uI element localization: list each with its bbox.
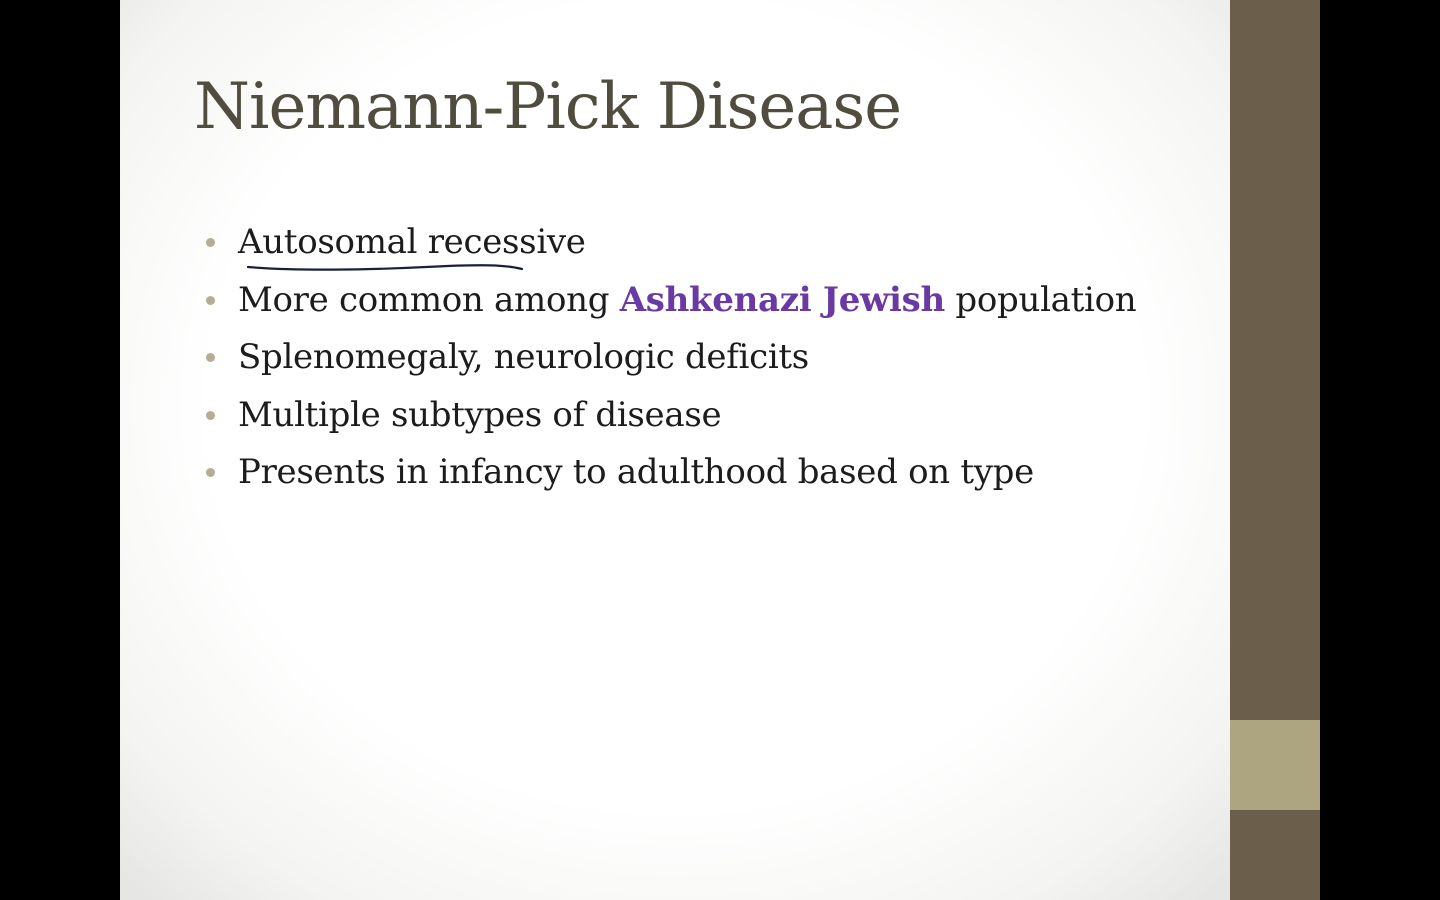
slide-side-accent-block [1230, 720, 1320, 810]
highlighted-term: Ashkenazi Jewish [619, 279, 945, 320]
bullet-text-after: population [944, 279, 1137, 320]
presentation-slide [120, 0, 1230, 900]
bullet-dot-icon [206, 296, 215, 305]
bullet-text [238, 272, 1136, 330]
handwritten-underline-annotation [246, 258, 526, 276]
bullet-text: Autosomal recessive [238, 222, 586, 262]
slide-title: Niemann-Pick Disease [194, 70, 902, 144]
slide-side-accent-bar [1230, 0, 1320, 900]
bullet-text-before: More common among [238, 279, 620, 320]
bullet-text: Multiple subtypes of disease [238, 394, 722, 435]
bullet-dot-icon [206, 411, 215, 420]
bullet-text: Presents in infancy to adulthood based on type [238, 452, 1034, 492]
bullet-dot-icon [206, 238, 215, 247]
bullet-dot-icon [206, 353, 215, 362]
bullet-dot-icon [206, 468, 215, 477]
bullet-text: Splenomegaly, neurologic deficits [238, 337, 809, 377]
